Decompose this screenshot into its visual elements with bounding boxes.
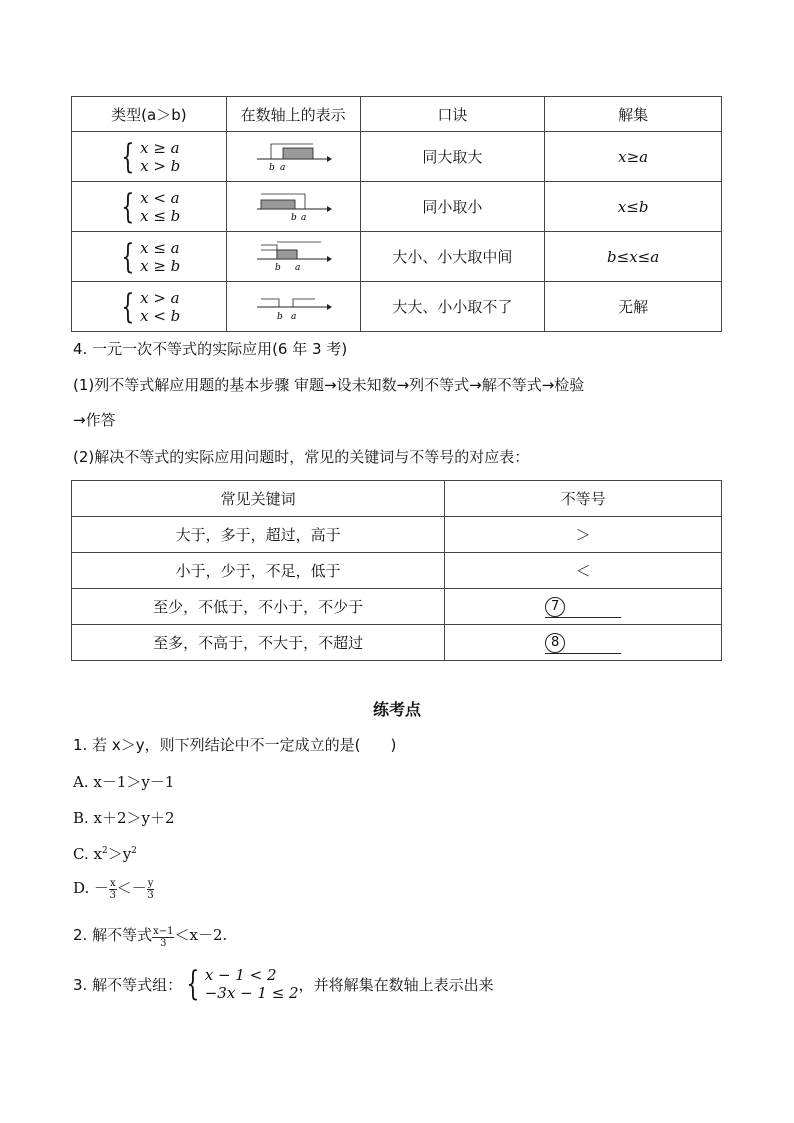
- header-rule: 口诀: [360, 97, 545, 132]
- table-row: [72, 517, 722, 553]
- header-solution: 解集: [545, 97, 722, 132]
- svg-text:a: a: [291, 311, 297, 322]
- system-cell: { x ≥ a x > b: [72, 132, 227, 182]
- solution-cell: x≤b: [545, 182, 722, 232]
- blank-number-badge: 7: [545, 597, 565, 617]
- keyword-symbol-table: [71, 480, 722, 661]
- number-line-cell: [226, 132, 360, 182]
- option-a: A. x－1＞y－1: [73, 773, 175, 791]
- svg-text:a: a: [301, 212, 307, 223]
- option-c: C. $x^2>y^2$: [73, 845, 137, 863]
- header-keywords: 常见关键词: [72, 481, 445, 517]
- svg-text:a: a: [280, 162, 286, 173]
- header-type: 类型(a＞b): [72, 97, 227, 132]
- table-row: [72, 589, 722, 625]
- solution-cell: b≤x≤a: [545, 232, 722, 282]
- section-4-keywords-intro: (2)解决不等式的实际应用问题时，常见的关键词与不等号的对应表：: [73, 448, 530, 466]
- header-axis: 在数轴上的表示: [226, 97, 360, 132]
- table-row: [72, 132, 722, 182]
- rule-cell: 同大取大: [360, 132, 545, 182]
- practice-heading: 练考点: [372, 700, 421, 719]
- table-header-row: [72, 481, 722, 517]
- section-4-steps-cont: →作答: [73, 411, 116, 429]
- table-row: [72, 282, 722, 332]
- table-row: [72, 232, 722, 282]
- system-cell: { x > a x < b: [72, 282, 227, 332]
- system-cell: { x ≤ a x ≥ b: [72, 232, 227, 282]
- symbol-cell: ＜: [445, 553, 722, 589]
- header-symbol: 不等号: [445, 481, 722, 517]
- system-cell: { x < a x ≤ b: [72, 182, 227, 232]
- number-line-diagram: [253, 237, 333, 273]
- table-row: [72, 553, 722, 589]
- question-2: 2. 解不等式 $\frac{x-1}{3}$ ＜x－2.: [73, 926, 228, 949]
- option-b: B. x＋2＞y＋2: [73, 809, 175, 827]
- answer-blank: [545, 631, 621, 654]
- keywords-cell: 至多，不高于，不大于，不超过: [72, 625, 445, 661]
- section-4-steps: (1)列不等式解应用题的基本步骤 审题→设未知数→列不等式→解不等式→检验: [73, 376, 585, 394]
- svg-text:b: b: [275, 262, 281, 273]
- question-3: 3. 解不等式组： { x − 1 < 2 −3x − 1 ≤ 2 ，并将解集在数轴上表示出来: [73, 964, 494, 1004]
- answer-blank: [545, 595, 621, 618]
- svg-text:b: b: [291, 212, 297, 223]
- keywords-cell: 大于，多于，超过，高于: [72, 517, 445, 553]
- solution-cell: x≥a: [545, 132, 722, 182]
- number-line-diagram: [253, 137, 333, 173]
- question-1: 1. 若 x＞y，则下列结论中不一定成立的是( ): [73, 736, 397, 754]
- keywords-cell: 小于，少于，不足，低于: [72, 553, 445, 589]
- number-line-cell: [226, 182, 360, 232]
- table-row: [72, 182, 722, 232]
- rule-cell: 大小、小大取中间: [360, 232, 545, 282]
- svg-text:b: b: [269, 162, 275, 173]
- number-line-cell: [226, 282, 360, 332]
- option-d: D. － $\frac{x}{3}$ ＜－ $\frac{y}{3}$: [73, 877, 154, 901]
- section-4-title: 4. 一元一次不等式的实际应用(6 年 3 考): [73, 340, 348, 358]
- keywords-cell: 至少，不低于，不小于，不少于: [72, 589, 445, 625]
- rule-cell: 同小取小: [360, 182, 545, 232]
- number-line-cell: [226, 232, 360, 282]
- rule-cell: 大大、小小取不了: [360, 282, 545, 332]
- blank-number-badge: 8: [545, 633, 565, 653]
- svg-text:a: a: [295, 262, 301, 273]
- inequality-types-table: [71, 96, 722, 332]
- number-line-diagram: [253, 287, 333, 323]
- solution-cell: 无解: [545, 282, 722, 332]
- svg-text:b: b: [277, 311, 283, 322]
- symbol-cell: [445, 625, 722, 661]
- symbol-cell: ＞: [445, 517, 722, 553]
- number-line-diagram: [253, 187, 333, 223]
- table-row: [72, 625, 722, 661]
- table-header-row: [72, 97, 722, 132]
- symbol-cell: [445, 589, 722, 625]
